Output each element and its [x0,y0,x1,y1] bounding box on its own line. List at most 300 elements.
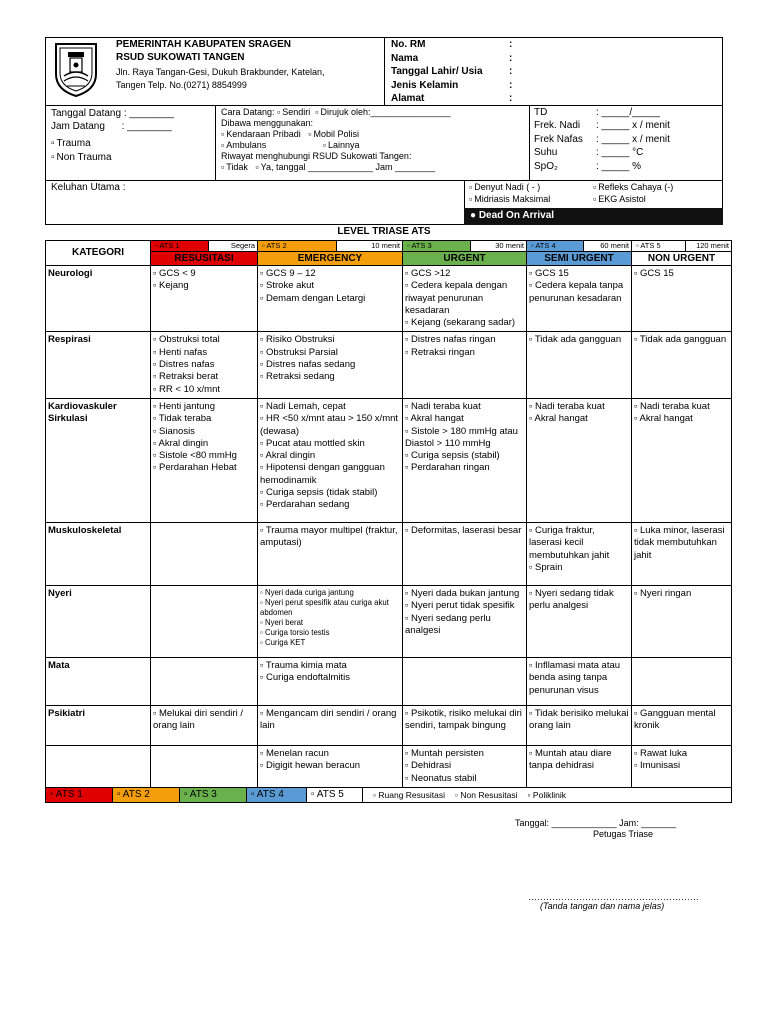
tidak-checkbox[interactable]: ▫ Tidak [221,162,248,172]
vital-row[interactable] [534,107,720,120]
destination-checkbox[interactable] [373,790,445,800]
triage-criterion-checkbox[interactable] [405,401,524,413]
patient-field-row[interactable] [391,53,721,67]
regency-logo [50,40,102,98]
triage-criterion-label: Infllamasi mata atau benda asing tanpa penurunan visus [529,659,621,696]
triage-cell [632,266,732,332]
ats-time: 10 menit [371,241,400,250]
checkbox-icon: ▫ [531,241,536,250]
patient-field-row[interactable] [391,39,721,53]
ats-level-label: ATS 5 [640,241,661,250]
checkbox-icon: ▫ [153,371,160,383]
triage-criterion-label: Akral dingin [158,437,209,449]
checkbox-icon: ▫ [260,437,267,449]
checkbox-icon: ▫ [153,462,160,474]
triage-criterion-checkbox[interactable] [529,334,629,346]
address-line2: Tangen Telp. No.(0271) 8854999 [116,80,247,90]
triage-criterion-checkbox[interactable] [634,268,729,280]
triage-criterion-checkbox[interactable] [405,760,524,772]
org-line1: PEMERINTAH KABUPATEN SRAGEN [116,39,292,50]
vital-row[interactable] [534,120,720,133]
checkbox-icon: ▫ [405,400,412,412]
triage-criterion-label: Neonatus stabil [411,772,477,784]
triage-criterion-label: Muntah atau diare tanpa dehidrasi [529,747,612,772]
footer-ats-label: ATS 1 [55,788,83,800]
checkbox-icon: ▫ [405,524,412,536]
triage-criterion-checkbox[interactable] [529,708,629,733]
triage-row [46,745,732,787]
checkbox-icon: ▫ [117,788,123,800]
triage-criterion-label: Cedera kepala dengan riwayat penurunan kesadaran [405,280,508,316]
vital-value[interactable]: : _____/_____ [596,107,660,118]
patient-field-colon: : [509,93,513,104]
triage-criterion-checkbox[interactable] [405,613,524,638]
triage-criterion-checkbox[interactable] [529,660,629,697]
triage-criterion-checkbox[interactable] [153,401,255,413]
triage-criterion-checkbox[interactable] [260,293,400,305]
vital-row[interactable] [534,161,720,174]
triage-cell [632,522,732,585]
checkbox-icon: ▫ [260,637,265,647]
triage-criterion-label: Retraksi sedang [266,371,335,383]
triage-criterion-label: Imunisasi [640,760,681,772]
triage-criterion-checkbox[interactable] [405,462,524,474]
triage-criterion-checkbox[interactable] [260,525,400,550]
triage-criterion-checkbox[interactable] [405,600,524,612]
ats-level-name: EMERGENCY [258,252,403,266]
checkbox-icon: ▫ [407,241,412,250]
footer-ats-checkbox[interactable] [113,788,180,802]
checkbox-icon: ▫ [405,413,411,425]
triage-criterion-checkbox[interactable] [260,760,400,772]
triage-criterion-label: Obstruksi Parsial [266,346,338,358]
ats-time: Segera [230,241,255,250]
patient-field-colon: : [509,52,513,64]
ats-time: 120 menit [696,241,729,250]
triage-criterion-checkbox[interactable] [405,347,524,359]
checkbox-icon: ▫ [153,450,160,462]
triage-criterion-checkbox[interactable] [260,347,400,359]
dead-on-arrival-bar[interactable] [464,208,723,225]
triage-criterion-checkbox[interactable] [634,760,729,772]
refleks-checkbox[interactable]: ▫ Refleks Cahaya (-) [593,182,673,193]
triage-criterion-checkbox[interactable] [153,384,255,396]
arrival-divider-1 [215,105,216,181]
triage-criterion-checkbox[interactable] [634,413,729,425]
checkbox-icon: ▫ [260,371,267,383]
triage-criterion-checkbox[interactable] [153,450,255,462]
vital-value[interactable]: : _____ x / menit [596,120,670,132]
footer-ats-checkbox[interactable] [307,788,363,802]
doa-label: Dead On Arrival [478,210,555,221]
triage-criterion-label: Muntah persisten [411,747,484,759]
triage-criterion-checkbox[interactable] [529,413,629,425]
triage-criterion-checkbox[interactable] [260,499,400,511]
triage-title: LEVEL TRIASE ATS [337,226,431,237]
arrival-mode [221,107,527,173]
footer-ats-label: ATS 4 [256,788,284,800]
ats-level-label: ATS 4 [535,241,556,250]
triage-criterion-checkbox[interactable] [634,525,729,562]
kendaraan-checkbox[interactable]: ▫ Kendaraan Pribadi [221,129,301,139]
triage-criterion-checkbox[interactable] [405,525,524,537]
triage-criterion-checkbox[interactable] [405,413,524,425]
footer-ats-label: ATS 2 [122,788,150,800]
triage-criterion-checkbox[interactable] [260,628,400,638]
checkbox-icon: ▫ [184,788,190,800]
checkbox-icon: ▫ [153,280,160,292]
triage-criterion-checkbox[interactable] [405,748,524,760]
triage-criterion-checkbox[interactable] [260,334,400,346]
triage-criterion-checkbox[interactable] [634,748,729,760]
triage-cell [403,398,527,522]
triage-criterion-label: Menelan racun [266,747,329,759]
triage-category: Nyeri [46,585,151,657]
triage-criterion-label: Obstruksi total [159,334,220,346]
lainnya-checkbox[interactable]: ▫ Lainnya [323,140,360,150]
triage-cell [403,332,527,398]
checkbox-icon: ▫ [634,524,641,536]
triage-criterion-checkbox[interactable] [260,618,400,628]
triage-criterion-checkbox[interactable] [153,280,255,292]
triage-criterion-checkbox[interactable] [634,334,729,346]
checkbox-icon: ▫ [260,707,267,719]
checkbox-icon: ▫ [260,450,266,462]
checkbox-icon: ▫ [260,760,267,772]
triage-criterion-checkbox[interactable] [260,748,400,760]
triage-criterion-checkbox[interactable] [153,334,255,346]
patient-field-label: Nama [391,52,419,64]
triage-criterion-checkbox[interactable] [153,413,255,425]
triage-criterion-checkbox[interactable] [153,426,255,438]
triage-criterion-label: Distres nafas [159,359,215,371]
sendiri-checkbox[interactable]: ▫ Sendiri [277,107,310,117]
triage-criterion-label: Kejang [159,280,189,292]
triage-criterion-checkbox[interactable] [405,773,524,785]
destination-checkbox[interactable] [455,790,518,800]
checkbox-icon: ▫ [455,789,461,800]
triage-criterion-label: Melukai diri sendiri / orang lain [153,707,243,732]
ats-level-name: SEMI URGENT [527,252,632,266]
triage-criterion-label: GCS 9 – 12 [266,268,316,279]
signature-date[interactable]: Tanggal: _____________ Jam: _______ [515,818,677,828]
triage-criterion-checkbox[interactable] [260,598,400,618]
triage-row [46,657,732,705]
ats-level-chip[interactable] [151,241,209,251]
checkbox-icon: ▫ [260,359,267,371]
triage-cell [258,332,403,398]
mobil-polisi-checkbox[interactable]: ▫ Mobil Polisi [308,129,359,139]
triage-criterion-label: Akral dingin [265,450,316,462]
footer-ats-label: ATS 3 [189,788,217,800]
triage-criterion-checkbox[interactable] [405,450,524,462]
destination-checkbox[interactable] [528,790,566,800]
checkbox-icon: ▫ [636,241,641,250]
patient-field-label: Tanggal Lahir/ Usia [391,66,483,77]
triage-cell [527,657,632,705]
header-divider [384,37,385,106]
triage-criterion-checkbox[interactable] [260,708,400,733]
triage-criterion-checkbox[interactable] [529,401,629,413]
triage-cell [151,705,258,745]
checkbox-icon: ▫ [405,268,412,279]
triage-criterion-checkbox[interactable] [405,280,524,317]
keluhan-utama-label[interactable]: Keluhan Utama : [51,182,126,193]
cara-datang-label: Cara Datang: [221,107,275,117]
triage-criterion-checkbox[interactable] [153,438,255,450]
triage-criterion-label: Hipotensi dengan gangguan hemodinamik [260,462,385,486]
org-line2: RSUD SUKOWATI TANGEN [116,52,245,63]
triage-criterion-label: Psikotik, risiko melukai diri sendiri, tampak bingung [405,707,522,732]
checkbox-icon: ▫ [634,413,640,425]
ats-time: 60 menit [600,241,629,250]
footer-ats-checkbox[interactable] [180,788,247,802]
triage-criterion-checkbox[interactable] [260,660,400,672]
triage-criterion-checkbox[interactable] [260,280,400,292]
checkbox-icon: ▫ [153,707,160,719]
checkbox-icon: ▫ [405,334,412,346]
checkbox-icon: ▫ [260,413,267,425]
destination-label: Poliklinik [532,789,566,800]
ats-level-chip[interactable] [632,241,686,251]
checkbox-icon: ▫ [260,597,265,607]
triage-criterion-label: Perdarahan Hebat [159,462,237,474]
triage-cell [632,585,732,657]
checkbox-icon: ▫ [529,268,536,279]
patient-field-row[interactable] [391,66,721,80]
triage-category: Muskuloskeletal [46,522,151,585]
ats-level-name: URGENT [403,252,527,266]
checkbox-icon: ▫ [405,346,412,358]
signature-line[interactable]: ………………………………………………… [528,892,699,902]
triage-category: Mata [46,657,151,705]
triage-cell [151,745,258,787]
vital-row[interactable] [534,134,720,147]
triage-criterion-label: Perdarahan ringan [411,462,490,474]
checkbox-icon: ▫ [527,789,533,800]
vital-value[interactable]: : _____ °C [596,147,644,159]
patient-field-label: Jenis Kelamin [391,79,459,91]
ats-level-chip[interactable] [403,241,471,251]
triage-criterion-label: Nyeri sedang perlu analgesi [405,612,491,636]
triage-criterion-label: Trauma kimia mata [265,659,347,671]
triage-criterion-checkbox[interactable] [153,462,255,474]
triage-criterion-checkbox[interactable] [405,317,524,329]
triage-cell [527,522,632,585]
triage-criterion-checkbox[interactable] [405,708,524,733]
triage-criterion-checkbox[interactable] [529,588,629,613]
patient-field-label: Alamat [391,93,425,104]
triage-cell [527,705,632,745]
checkbox-icon: ▫ [50,788,56,800]
triage-criterion-checkbox[interactable] [153,268,255,280]
vital-row[interactable] [534,147,720,160]
triage-criterion-label: Pucat atau mottled skin [266,437,365,449]
checkbox-icon: ▫ [634,587,641,599]
triage-criterion-checkbox[interactable] [634,708,729,733]
triage-cell [403,745,527,787]
checkbox-icon: ▫ [260,659,266,671]
triage-criterion-label: Nyeri perut spesifik atau curiga akut abdomen [260,597,389,617]
footer-ats-checkbox[interactable] [46,788,113,802]
checkbox-icon: ▫ [529,524,536,536]
triage-criterion-label: Nyeri dada curiga jantung [264,587,354,597]
triage-criterion-label: Trauma mayor multipel (fraktur, amputasi) [260,524,398,549]
ats-chip-cell[interactable] [258,241,403,252]
ats-time: 30 menit [495,241,524,250]
triage-criterion-checkbox[interactable] [153,708,255,733]
triage-criterion-label: Curiga torsio testis [264,627,330,637]
checkbox-icon: ▫ [153,425,160,437]
triage-row [46,332,732,398]
checkbox-icon: ▫ [311,788,317,800]
triage-criterion-checkbox[interactable] [260,588,400,598]
kategori-header: KATEGORI [46,241,151,266]
triage-criterion-checkbox[interactable] [634,401,729,413]
triage-row [46,585,732,657]
ats-chip-cell[interactable] [151,241,258,252]
triage-criterion-checkbox[interactable] [405,268,524,280]
ats-level-name: NON URGENT [632,252,732,266]
triage-criterion-checkbox[interactable] [153,371,255,383]
triage-criterion-checkbox[interactable] [405,426,524,451]
triage-criterion-checkbox[interactable] [529,280,629,305]
triage-criterion-checkbox[interactable] [529,562,629,574]
denyut-checkbox[interactable]: ▫ Denyut Nadi ( - ) [469,182,540,193]
triage-criterion-checkbox[interactable] [260,268,400,280]
triage-criterion-checkbox[interactable] [260,438,400,450]
patient-field-label: No. RM [391,39,426,50]
midriasis-checkbox[interactable]: ▫ Midriasis Maksimal [469,194,550,205]
ya-checkbox[interactable]: ▫ Ya, tanggal _____________ Jam ________ [255,162,435,172]
ats-chip-cell[interactable] [632,241,732,252]
triage-cell [527,398,632,522]
checkbox-icon: ▫ [634,747,641,759]
triage-criterion-checkbox[interactable] [260,359,400,371]
triage-cell [632,332,732,398]
triage-criterion-label: Nyeri berat [264,617,304,627]
tanggal-datang[interactable]: Tanggal Datang : ________ [51,108,174,119]
checkbox-icon: ▫ [634,707,641,719]
checkbox-icon: ▫ [405,280,412,292]
vital-value[interactable]: : _____ % [596,160,642,172]
ats-chip-cell[interactable] [403,241,527,252]
arrival-divider-2 [529,105,530,181]
footer-ats-checkbox[interactable] [247,788,307,802]
ekg-checkbox[interactable]: ▫ EKG Asistol [593,194,646,205]
checkbox-icon: ▫ [260,524,266,536]
triage-criterion-label: RR < 10 x/mnt [159,383,220,395]
triage-criterion-checkbox[interactable] [260,401,400,413]
checkbox-icon: ▫ [260,672,267,684]
triage-criterion-checkbox[interactable] [405,588,524,600]
triage-cell [527,745,632,787]
triage-criterion-checkbox[interactable] [529,748,629,773]
triage-category: Kardiovaskuler Sirkulasi [46,398,151,522]
patient-field-row[interactable] [391,80,721,94]
triage-criterion-checkbox[interactable] [405,334,524,346]
ats-level-label: ATS 2 [266,241,287,250]
checkbox-icon: ▫ [529,587,536,599]
triage-criterion-checkbox[interactable] [260,371,400,383]
checkbox-icon: ▫ [529,707,535,719]
triage-criterion-label: Demam dengan Letargi [266,292,366,304]
triage-criterion-checkbox[interactable] [260,487,400,499]
triage-criterion-checkbox[interactable] [529,268,629,280]
triage-criterion-checkbox[interactable] [260,462,400,487]
checkbox-icon: ▫ [405,760,412,772]
ats-chip-cell[interactable] [527,241,632,252]
triage-criterion-label: Retraksi ringan [411,346,475,358]
ats-level-chip[interactable] [527,241,584,251]
triage-criterion-checkbox[interactable] [634,588,729,600]
triage-row [46,522,732,585]
triage-criterion-checkbox[interactable] [260,450,400,462]
triage-criterion-label: Akral hangat [639,413,693,425]
checkbox-icon: ▫ [260,499,267,511]
triage-cell [258,657,403,705]
checkbox-icon: ▫ [260,400,267,412]
triage-criterion-label: Henti jantung [159,400,215,412]
patient-field-colon: : [509,66,513,77]
triage-cell [258,398,403,522]
triage-criterion-label: Distres nafas ringan [411,334,496,346]
checkbox-icon: ▫ [405,462,412,474]
ats-level-chip[interactable] [258,241,337,251]
ambulans-checkbox[interactable]: ▫ Ambulans [221,140,266,150]
patient-field-colon: : [509,39,513,50]
checkbox-icon: ▫ [260,292,267,304]
triage-criterion-checkbox[interactable] [260,672,400,684]
triage-criterion-label: Sprain [535,561,563,573]
triage-criterion-label: Stroke akut [266,280,315,292]
triage-criterion-label: Gangguan mental kronik [634,707,716,732]
triage-criterion-label: Cedera kepala tanpa penurunan kesadaran [529,280,624,304]
triage-criterion-checkbox[interactable] [153,347,255,359]
triage-cell [632,398,732,522]
non-trauma-checkbox[interactable]: ▫ Non Trauma [51,152,112,164]
ats-level-name: RESUSITASI [151,252,258,266]
checkbox-icon: ▫ [260,487,267,499]
riwayat-label: Riwayat menghubungi RSUD Sukowati Tangen: [221,151,412,161]
destination-label: Non Resusitasi [460,789,518,800]
vital-label: Suhu [534,147,558,159]
dirujuk-checkbox[interactable]: ▫ Dirujuk oleh:________________ [315,107,450,117]
footer-destinations [363,788,576,802]
checkbox-icon: ▫ [153,400,160,412]
triage-cell [258,522,403,585]
checkbox-icon: ▫ [405,450,412,462]
triage-criterion-label: Nyeri dada bukan jantung [411,587,520,599]
triage-criterion-checkbox[interactable] [260,413,400,438]
triage-criterion-label: Nadi teraba kuat [535,400,605,412]
triage-criterion-label: Tidak berisiko melukai orang lain [529,707,629,732]
checkbox-icon: ▫ [634,334,640,346]
checkbox-icon: ▫ [260,462,267,474]
triage-criterion-checkbox[interactable] [529,525,629,562]
triage-criterion-label: Curiga KET [264,637,306,647]
jam-datang[interactable]: Jam Datang : ________ [51,121,172,132]
checkbox-icon: ▫ [155,241,160,250]
trauma-checkbox[interactable]: ▫ Trauma [51,138,91,150]
triage-criterion-label: Rawat luka [640,747,688,759]
checkbox-icon: ▫ [260,280,267,292]
vital-value[interactable]: : _____ x / menit [596,133,670,145]
checkbox-icon: ▫ [373,789,379,800]
triage-criterion-checkbox[interactable] [260,638,400,648]
triage-cell [151,332,258,398]
triage-criterion-checkbox[interactable] [153,359,255,371]
